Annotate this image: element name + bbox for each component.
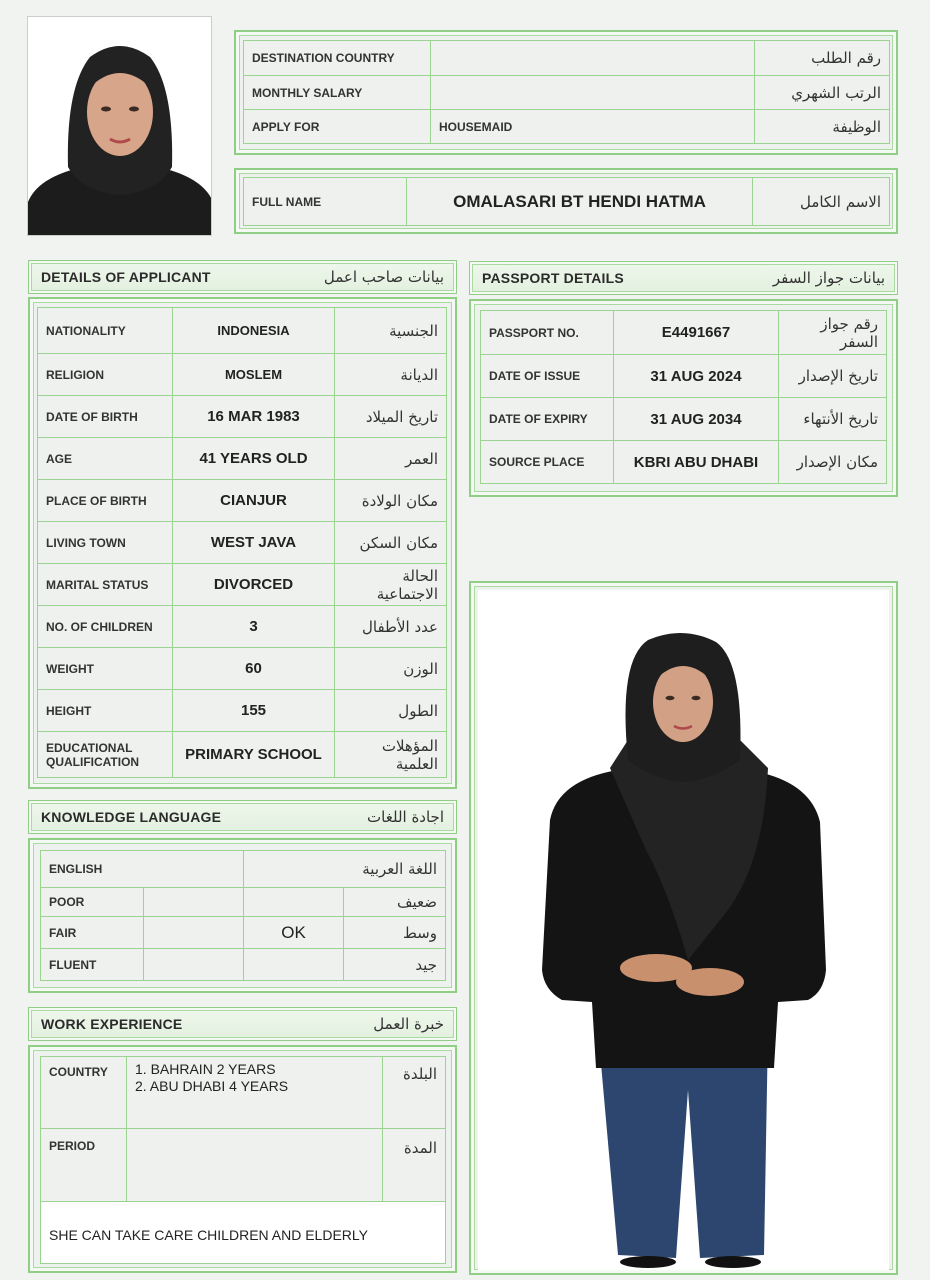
applicant-header-title: DETAILS OF APPLICANT	[41, 269, 211, 285]
table-row	[481, 398, 887, 441]
level-poor-label: POOR	[41, 888, 144, 917]
table-row	[38, 732, 447, 778]
table-row	[481, 441, 887, 484]
applicant-header-title-ar: بيانات صاحب اعمل	[323, 268, 444, 286]
table-row	[41, 1057, 446, 1129]
table-row	[41, 851, 446, 888]
marital-status-label: MARITAL STATUS	[38, 564, 173, 606]
destination-country-label-ar: رقم الطلب	[755, 41, 890, 76]
marital-status-value: DIVORCED	[173, 564, 335, 606]
no-of-children-value: 3	[173, 606, 335, 648]
english-fair-mark	[144, 917, 244, 949]
table-row	[481, 311, 887, 355]
height-label: HEIGHT	[38, 690, 173, 732]
table-row	[244, 110, 890, 144]
place-of-birth-label-ar: مكان الولادة	[335, 480, 447, 522]
table-row	[38, 606, 447, 648]
apply-for-label: APPLY FOR	[244, 110, 431, 144]
date-of-birth-value: 16 MAR 1983	[173, 396, 335, 438]
level-fair-label-ar: وسط	[344, 917, 446, 949]
date-of-birth-label-ar: تاريخ الميلاد	[335, 396, 447, 438]
educational-qualification-label-ar: المؤهلات العلمية	[335, 732, 447, 778]
full-name-table	[243, 177, 890, 226]
destination-country-label: DESTINATION COUNTRY	[244, 41, 431, 76]
living-town-label: LIVING TOWN	[38, 522, 173, 564]
no-of-children-label-ar: عدد الأطفال	[335, 606, 447, 648]
date-of-birth-label: DATE OF BIRTH	[38, 396, 173, 438]
height-value: 155	[173, 690, 335, 732]
country-line-1: 1. BAHRAIN 2 YEARS	[135, 1061, 276, 1077]
date-of-issue-value: 31 AUG 2024	[614, 355, 779, 398]
level-fair-label: FAIR	[41, 917, 144, 949]
period-value	[127, 1129, 383, 1202]
marital-status-label-ar: الحالة الاجتماعية	[335, 564, 447, 606]
weight-label: WEIGHT	[38, 648, 173, 690]
apply-for-value: HOUSEMAID	[431, 110, 755, 144]
portrait-photo	[27, 16, 212, 236]
table-row	[38, 690, 447, 732]
date-of-issue-label-ar: تاريخ الإصدار	[779, 355, 887, 398]
work-header-title: WORK EXPERIENCE	[41, 1016, 183, 1032]
passport-no-label-ar: رقم جواز السفر	[779, 311, 887, 355]
table-row	[41, 1129, 446, 1202]
nationality-label-ar: الجنسية	[335, 308, 447, 354]
passport-header-title-ar: بيانات جواز السفر	[772, 269, 885, 287]
language-english-label: ENGLISH	[41, 851, 244, 888]
table-row	[481, 355, 887, 398]
monthly-salary-label: MONTHLY SALARY	[244, 76, 431, 110]
source-place-value: KBRI ABU DHABI	[614, 441, 779, 484]
passport-no-value: E4491667	[614, 311, 779, 355]
table-row	[38, 396, 447, 438]
place-of-birth-value: CIANJUR	[173, 480, 335, 522]
english-fluent-mark	[144, 949, 244, 981]
table-row	[38, 522, 447, 564]
table-row	[38, 564, 447, 606]
living-town-label-ar: مكان السكن	[335, 522, 447, 564]
country-line-2: 2. ABU DHABI 4 YEARS	[135, 1078, 289, 1094]
language-header-title-ar: اجادة اللغات	[367, 808, 444, 826]
age-label: AGE	[38, 438, 173, 480]
table-row	[41, 1202, 446, 1264]
full-body-photo	[478, 590, 889, 1270]
nationality-value: INDONESIA	[173, 308, 335, 354]
living-town-value: WEST JAVA	[173, 522, 335, 564]
passport-table	[480, 310, 887, 484]
table-row	[41, 917, 446, 949]
country-value	[127, 1057, 383, 1129]
period-label-ar: المدة	[383, 1129, 446, 1202]
full-name-label-ar: الاسم الكامل	[753, 178, 890, 226]
language-arabic-label: اللغة العربية	[244, 851, 446, 888]
table-row	[244, 41, 890, 76]
period-label: PERIOD	[41, 1129, 127, 1202]
passport-no-label: PASSPORT NO.	[481, 311, 614, 355]
applicant-header	[28, 260, 457, 294]
educational-qualification-value: PRIMARY SCHOOL	[173, 732, 335, 778]
destination-country-value	[431, 41, 755, 76]
educational-qualification-label: EDUCATIONAL QUALIFICATION	[38, 732, 173, 778]
apply-for-label-ar: الوظيفة	[755, 110, 890, 144]
country-label-ar: البلدة	[383, 1057, 446, 1129]
job-details-table	[243, 40, 890, 144]
age-label-ar: العمر	[335, 438, 447, 480]
table-row	[38, 480, 447, 522]
work-header	[28, 1007, 457, 1041]
work-table	[40, 1056, 446, 1264]
country-label: COUNTRY	[41, 1057, 127, 1129]
table-row	[41, 888, 446, 917]
arabic-poor-mark	[244, 888, 344, 917]
arabic-fair-mark: OK	[244, 917, 344, 949]
religion-label: RELIGION	[38, 354, 173, 396]
date-of-expiry-value: 31 AUG 2034	[614, 398, 779, 441]
english-poor-mark	[144, 888, 244, 917]
table-row	[38, 308, 447, 354]
age-value: 41 YEARS OLD	[173, 438, 335, 480]
passport-header	[469, 261, 898, 295]
level-fluent-label: FLUENT	[41, 949, 144, 981]
monthly-salary-label-ar: الرتب الشهري	[755, 76, 890, 110]
table-row	[244, 76, 890, 110]
date-of-issue-label: DATE OF ISSUE	[481, 355, 614, 398]
monthly-salary-value	[431, 76, 755, 110]
level-poor-label-ar: ضعيف	[344, 888, 446, 917]
religion-value: MOSLEM	[173, 354, 335, 396]
source-place-label-ar: مكان الإصدار	[779, 441, 887, 484]
no-of-children-label: NO. OF CHILDREN	[38, 606, 173, 648]
work-note: SHE CAN TAKE CARE CHILDREN AND ELDERLY	[41, 1202, 446, 1264]
arabic-fluent-mark	[244, 949, 344, 981]
source-place-label: SOURCE PLACE	[481, 441, 614, 484]
applicant-table	[37, 307, 447, 778]
religion-label-ar: الديانة	[335, 354, 447, 396]
work-header-title-ar: خبرة العمل	[373, 1015, 444, 1033]
weight-value: 60	[173, 648, 335, 690]
height-label-ar: الطول	[335, 690, 447, 732]
language-header-title: KNOWLEDGE LANGUAGE	[41, 809, 222, 825]
date-of-expiry-label-ar: تاريخ الأنتهاء	[779, 398, 887, 441]
full-name-label: FULL NAME	[244, 178, 407, 226]
date-of-expiry-label: DATE OF EXPIRY	[481, 398, 614, 441]
weight-label-ar: الوزن	[335, 648, 447, 690]
table-row	[41, 949, 446, 981]
language-table	[40, 850, 446, 981]
table-row	[38, 648, 447, 690]
table-row	[38, 354, 447, 396]
place-of-birth-label: PLACE OF BIRTH	[38, 480, 173, 522]
nationality-label: NATIONALITY	[38, 308, 173, 354]
full-name-value: OMALASARI BT HENDI HATMA	[407, 178, 753, 226]
passport-header-title: PASSPORT DETAILS	[482, 270, 624, 286]
table-row	[38, 438, 447, 480]
language-header	[28, 800, 457, 834]
level-fluent-label-ar: جيد	[344, 949, 446, 981]
